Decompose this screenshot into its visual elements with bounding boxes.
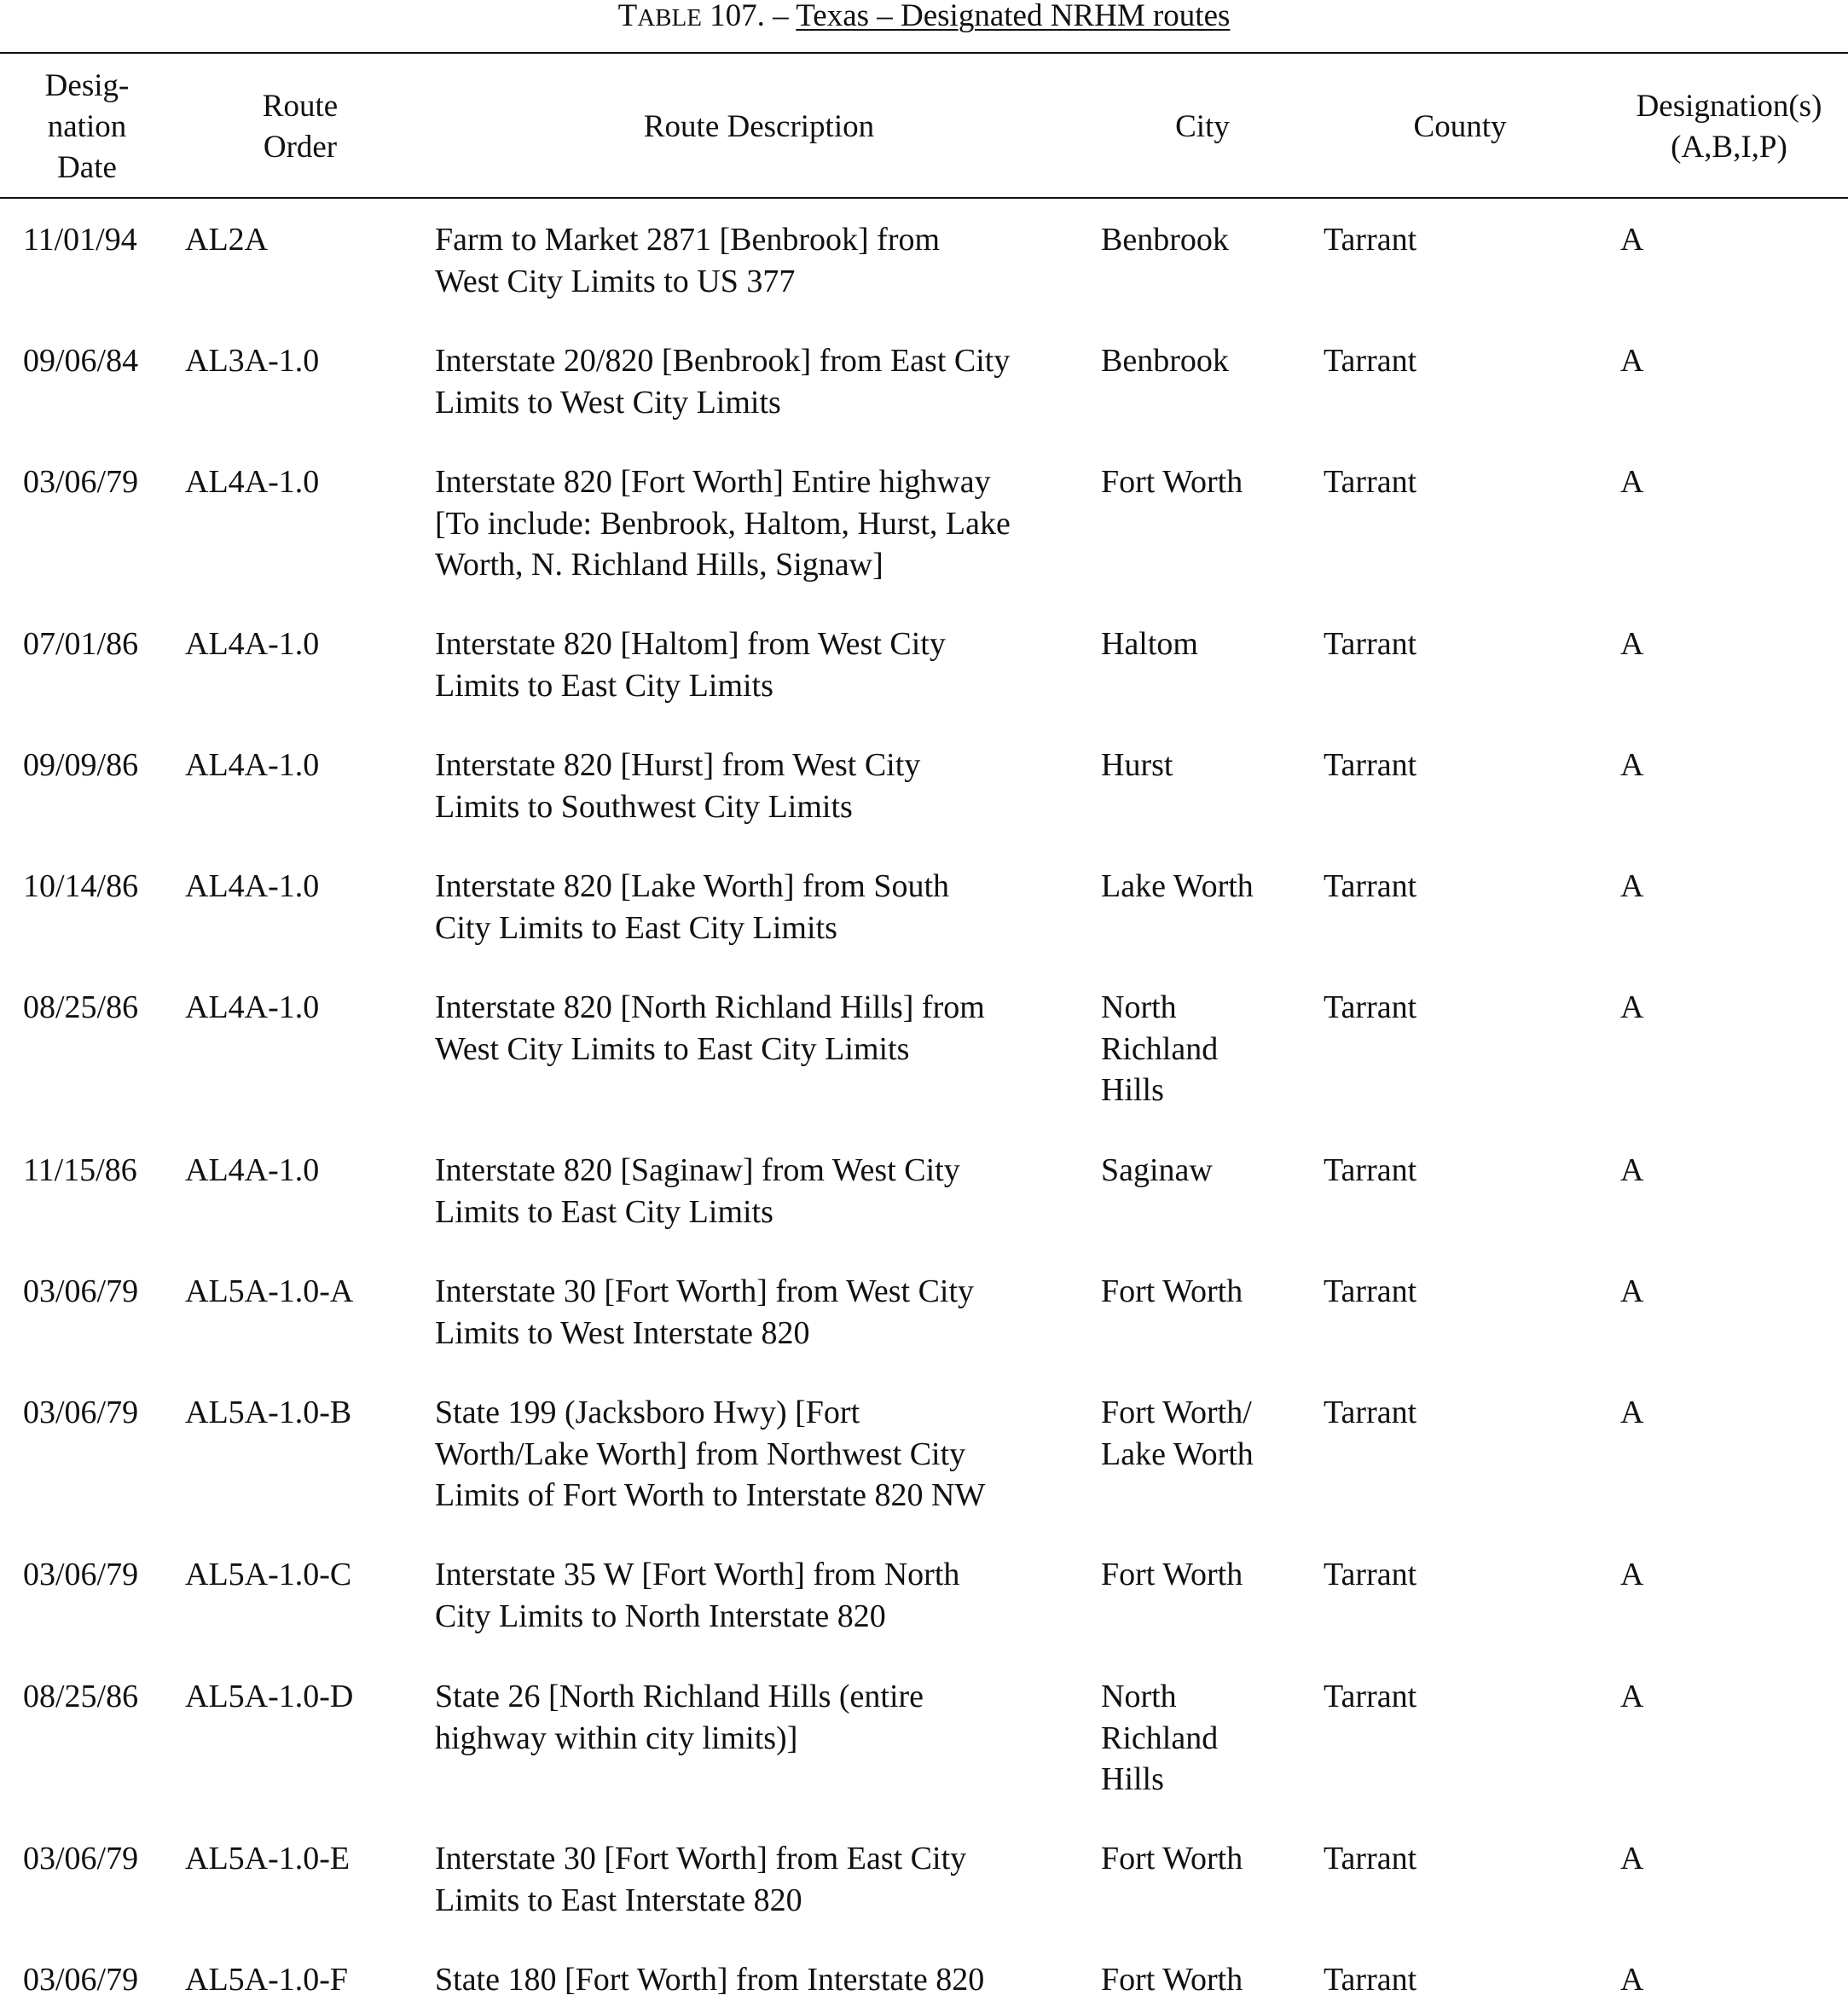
city-line: Fort Worth bbox=[1101, 1273, 1243, 1309]
designation-cell: A bbox=[1620, 1395, 1644, 1430]
description-line: Farm to Market 2871 [Benbrook] from bbox=[435, 222, 941, 258]
county-cell: Tarrant bbox=[1324, 1152, 1417, 1188]
description-line: Interstate 820 [North Richland Hills] from bbox=[435, 989, 985, 1025]
designation-cell: A bbox=[1620, 1273, 1644, 1309]
city-cell bbox=[1101, 1150, 1213, 1192]
date-cell: 03/06/79 bbox=[23, 1841, 139, 1876]
city-line: Fort Worth bbox=[1101, 1841, 1243, 1876]
designation-cell: A bbox=[1620, 222, 1644, 258]
city-line: North bbox=[1101, 989, 1177, 1025]
county-cell: Tarrant bbox=[1324, 868, 1417, 904]
city-line: Fort Worth bbox=[1101, 1557, 1243, 1592]
route-order-cell: AL5A-1.0-E bbox=[185, 1841, 350, 1876]
city-line: Richland bbox=[1101, 1720, 1219, 1756]
designation-cell: A bbox=[1620, 343, 1644, 379]
city-cell bbox=[1101, 1838, 1243, 1880]
designation-cell: A bbox=[1620, 1841, 1644, 1876]
designation-cell: A bbox=[1620, 989, 1644, 1025]
description-cell bbox=[435, 987, 985, 1070]
description-line: Interstate 30 [Fort Worth] from East City bbox=[435, 1841, 967, 1876]
description-cell bbox=[435, 745, 920, 827]
caption-dash: – bbox=[773, 0, 789, 33]
table-caption bbox=[0, 0, 1848, 44]
description-line: Limits to East City Limits bbox=[435, 1193, 773, 1230]
route-order-cell: AL4A-1.0 bbox=[185, 1152, 320, 1188]
city-line: Fort Worth bbox=[1101, 1962, 1243, 1998]
date-cell: 11/01/94 bbox=[23, 222, 137, 258]
description-cell bbox=[435, 1150, 960, 1232]
route-order-cell: AL3A-1.0 bbox=[185, 343, 320, 379]
header-order-line: Order bbox=[263, 130, 338, 165]
route-order-cell: AL5A-1.0-D bbox=[185, 1679, 354, 1714]
description-line: West City Limits to US 377 bbox=[435, 263, 796, 299]
description-line: City Limits to East City Limits bbox=[435, 909, 837, 946]
date-cell: 08/25/86 bbox=[23, 989, 139, 1025]
header-county-label: County bbox=[1413, 109, 1507, 144]
county-cell: Tarrant bbox=[1324, 343, 1417, 379]
county-cell: Tarrant bbox=[1324, 626, 1417, 662]
city-line: Haltom bbox=[1101, 626, 1198, 662]
description-line: Limits to Southwest City Limits bbox=[435, 788, 853, 825]
header-date bbox=[19, 66, 155, 188]
header-date-line: Desig- bbox=[44, 68, 130, 103]
caption-title: Texas – Designated NRHM routes bbox=[796, 0, 1231, 33]
city-cell bbox=[1101, 1392, 1254, 1475]
county-cell: Tarrant bbox=[1324, 1557, 1417, 1592]
city-line: Benbrook bbox=[1101, 343, 1229, 379]
route-order-cell: AL5A-1.0-B bbox=[185, 1395, 352, 1430]
description-line: Limits of Fort Worth to Interstate 820 NW bbox=[435, 1477, 986, 1513]
description-cell bbox=[435, 1554, 959, 1637]
description-line: Worth/Lake Worth] from Northwest City bbox=[435, 1436, 966, 1472]
city-cell bbox=[1101, 1554, 1243, 1596]
date-cell: 07/01/86 bbox=[23, 626, 139, 662]
description-line: Worth, N. Richland Hills, Signaw] bbox=[435, 547, 883, 583]
caption-table-initial: T bbox=[617, 0, 638, 33]
description-cell bbox=[435, 461, 1011, 586]
route-order-cell: AL5A-1.0-A bbox=[185, 1273, 354, 1309]
city-cell bbox=[1101, 1271, 1243, 1313]
description-cell bbox=[435, 1676, 924, 1759]
description-cell bbox=[435, 1392, 985, 1517]
county-cell: Tarrant bbox=[1324, 1962, 1417, 1998]
description-line: City Limits to North Interstate 820 bbox=[435, 1598, 886, 1634]
city-cell bbox=[1101, 461, 1243, 503]
designation-cell: A bbox=[1620, 747, 1644, 783]
header-date-line: nation bbox=[47, 109, 127, 144]
route-order-cell: AL4A-1.0 bbox=[185, 626, 320, 662]
description-line: West City Limits to East City Limits bbox=[435, 1030, 910, 1067]
designation-cell: A bbox=[1620, 1152, 1644, 1188]
city-cell bbox=[1101, 1959, 1243, 2001]
header-county bbox=[1375, 107, 1545, 148]
city-cell bbox=[1101, 624, 1198, 665]
city-cell bbox=[1101, 745, 1173, 786]
top-rule bbox=[0, 52, 1848, 54]
county-cell: Tarrant bbox=[1324, 222, 1417, 258]
description-cell bbox=[435, 340, 1010, 423]
description-line: State 199 (Jacksboro Hwy) [Fort bbox=[435, 1395, 860, 1430]
description-line: Limits to East City Limits bbox=[435, 667, 773, 704]
city-line: Lake Worth bbox=[1101, 868, 1254, 904]
description-line: Interstate 820 [Saginaw] from West City bbox=[435, 1152, 960, 1188]
header-rule bbox=[0, 197, 1848, 199]
header-description-label: Route Description bbox=[643, 109, 875, 144]
description-cell bbox=[435, 866, 949, 948]
description-line: Interstate 20/820 [Benbrook] from East City bbox=[435, 343, 1011, 379]
date-cell: 11/15/86 bbox=[23, 1152, 137, 1188]
county-cell: Tarrant bbox=[1324, 464, 1417, 500]
county-cell: Tarrant bbox=[1324, 1679, 1417, 1714]
county-cell: Tarrant bbox=[1324, 1841, 1417, 1876]
route-order-cell: AL4A-1.0 bbox=[185, 868, 320, 904]
description-line: highway within city limits)] bbox=[435, 1720, 798, 1756]
route-order-cell: AL4A-1.0 bbox=[185, 989, 320, 1025]
header-city-label: City bbox=[1175, 109, 1230, 144]
city-cell bbox=[1101, 1676, 1218, 1801]
county-cell: Tarrant bbox=[1324, 1273, 1417, 1309]
description-line: Interstate 820 [Fort Worth] Entire highway bbox=[435, 464, 991, 500]
description-line: [To include: Benbrook, Haltom, Hurst, Lake bbox=[435, 505, 1011, 542]
county-cell: Tarrant bbox=[1324, 747, 1417, 783]
date-cell: 03/06/79 bbox=[23, 1962, 139, 1998]
city-cell bbox=[1101, 987, 1218, 1111]
route-order-cell: AL4A-1.0 bbox=[185, 747, 320, 783]
description-line: Interstate 35 W [Fort Worth] from North bbox=[435, 1557, 960, 1592]
city-line: Fort Worth/ bbox=[1101, 1395, 1252, 1430]
description-line: Interstate 820 [Lake Worth] from South bbox=[435, 868, 950, 904]
caption-table-smallcaps: ABLE bbox=[637, 4, 702, 32]
description-line: Limits to West Interstate 820 bbox=[435, 1314, 810, 1351]
designation-cell: A bbox=[1620, 626, 1644, 662]
date-cell: 03/06/79 bbox=[23, 1273, 139, 1309]
city-line: Richland bbox=[1101, 1030, 1219, 1067]
route-order-cell: AL5A-1.0-F bbox=[185, 1962, 349, 1998]
county-cell: Tarrant bbox=[1324, 989, 1417, 1025]
header-route-order bbox=[223, 86, 377, 168]
description-cell bbox=[435, 219, 940, 302]
date-cell: 03/06/79 bbox=[23, 1395, 139, 1430]
date-cell: 08/25/86 bbox=[23, 1679, 139, 1714]
city-cell bbox=[1101, 219, 1229, 261]
description-line: Interstate 30 [Fort Worth] from West City bbox=[435, 1273, 975, 1309]
header-designations bbox=[1612, 86, 1846, 168]
city-line: North bbox=[1101, 1679, 1177, 1714]
description-line: Limits to West City Limits bbox=[435, 384, 781, 420]
county-cell: Tarrant bbox=[1324, 1395, 1417, 1430]
route-order-cell: AL5A-1.0-C bbox=[185, 1557, 352, 1592]
city-cell bbox=[1101, 866, 1254, 908]
date-cell: 10/14/86 bbox=[23, 868, 139, 904]
header-date-line: Date bbox=[57, 150, 117, 185]
date-cell: 09/09/86 bbox=[23, 747, 139, 783]
city-line: Lake Worth bbox=[1101, 1436, 1254, 1472]
designation-cell: A bbox=[1620, 1557, 1644, 1592]
date-cell: 09/06/84 bbox=[23, 343, 139, 379]
city-line: Fort Worth bbox=[1101, 464, 1243, 500]
description-cell bbox=[435, 1271, 974, 1354]
date-cell: 03/06/79 bbox=[23, 1557, 139, 1592]
header-route-description bbox=[588, 107, 930, 148]
city-line: Hills bbox=[1101, 1072, 1164, 1108]
route-order-cell: AL4A-1.0 bbox=[185, 464, 320, 500]
route-order-cell: AL2A bbox=[185, 222, 269, 258]
city-line: Hills bbox=[1101, 1761, 1164, 1797]
description-cell bbox=[435, 1838, 966, 1921]
city-cell bbox=[1101, 340, 1229, 382]
header-city bbox=[1134, 107, 1271, 148]
description-line: Interstate 820 [Haltom] from West City bbox=[435, 626, 946, 662]
description-line: Interstate 820 [Hurst] from West City bbox=[435, 747, 921, 783]
designation-cell: A bbox=[1620, 464, 1644, 500]
city-line: Saginaw bbox=[1101, 1152, 1213, 1188]
description-line: State 180 [Fort Worth] from Interstate 820 bbox=[435, 1962, 985, 1998]
designation-cell: A bbox=[1620, 1679, 1644, 1714]
header-designations-line: (A,B,I,P) bbox=[1671, 130, 1787, 165]
city-line: Hurst bbox=[1101, 747, 1173, 783]
header-order-line: Route bbox=[262, 89, 339, 124]
description-line: State 26 [North Richland Hills (entire bbox=[435, 1679, 924, 1714]
description-cell bbox=[435, 1959, 984, 2001]
description-line: Limits to East Interstate 820 bbox=[435, 1882, 802, 1918]
designation-cell: A bbox=[1620, 868, 1644, 904]
caption-number: 107. bbox=[710, 0, 765, 33]
header-designations-line: Designation(s) bbox=[1636, 89, 1822, 124]
date-cell: 03/06/79 bbox=[23, 464, 139, 500]
designation-cell: A bbox=[1620, 1962, 1644, 1998]
city-line: Benbrook bbox=[1101, 222, 1229, 258]
description-cell bbox=[435, 624, 946, 706]
